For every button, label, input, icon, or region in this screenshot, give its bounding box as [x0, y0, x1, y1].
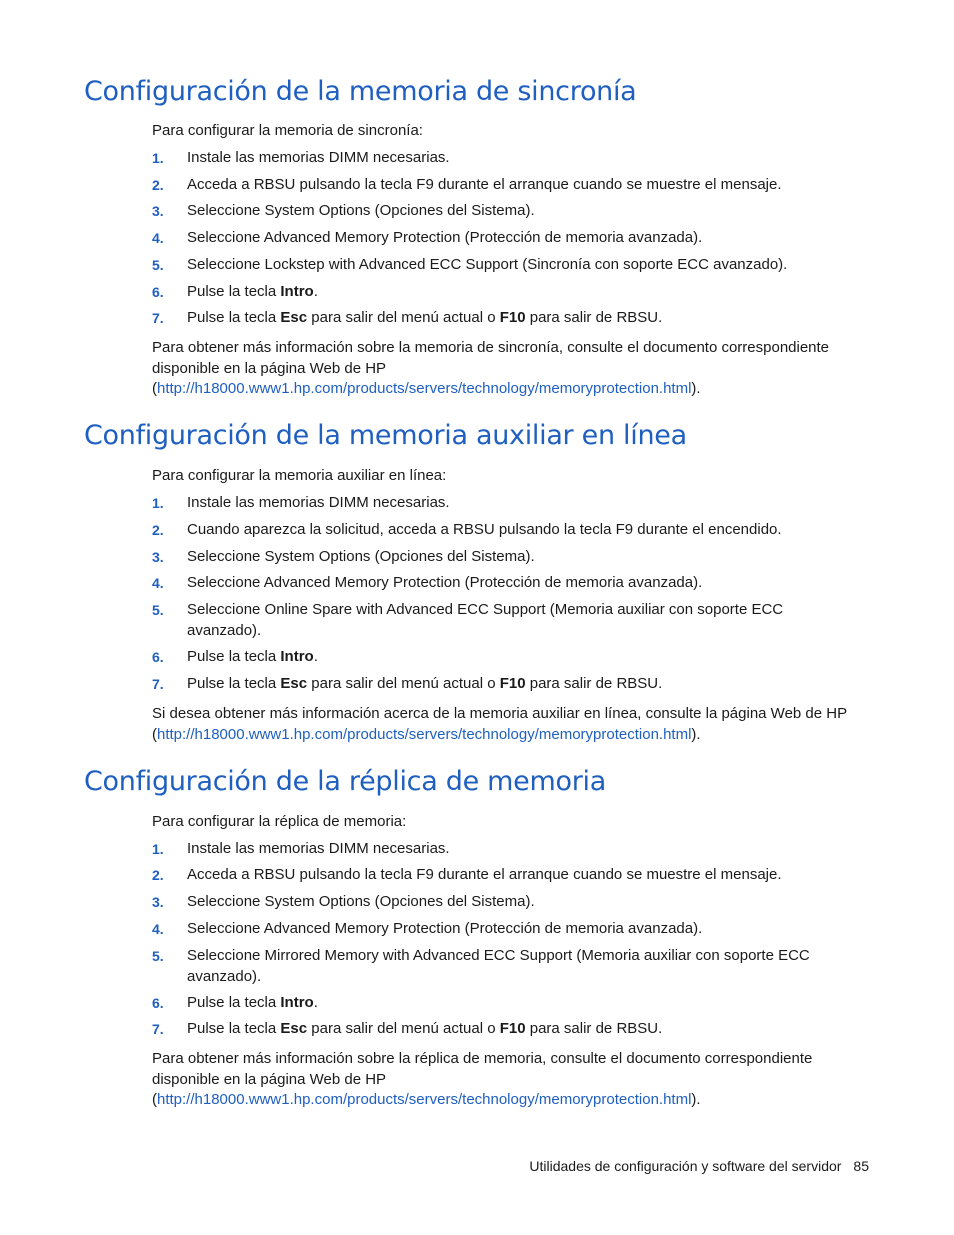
key-name: Esc: [280, 309, 308, 326]
key-name: Intro: [280, 994, 314, 1011]
section-outro: Para obtener más información sobre la memoria de sincronía, consulte el documento correspondiente disponible en la página Web de HP (http://h18000.www1.hp.com/products/servers/technology/memoryprotection.html).: [152, 339, 830, 397]
step-text: Seleccione Online Spare with Advanced ECC Support (Memoria auxiliar con soporte ECC avanzado).: [187, 601, 784, 639]
section-intro: Para configurar la memoria auxiliar en línea:: [152, 467, 447, 484]
key-name: F10: [499, 675, 526, 692]
key-name: F10: [499, 1020, 526, 1037]
section-intro: Para configurar la réplica de memoria:: [152, 813, 407, 830]
step-number: 3.: [152, 894, 164, 910]
step-text: Pulse la tecla Esc para salir del menú actual o F10 para salir de RBSU.: [187, 675, 663, 692]
step-number: 1.: [152, 495, 164, 511]
step-text: Seleccione Mirrored Memory with Advanced ECC Support (Memoria auxiliar con soporte ECC avanzado).: [187, 947, 810, 985]
step-number: 2.: [152, 177, 164, 193]
step-text: Instale las memorias DIMM necesarias.: [187, 494, 450, 511]
section-heading: Configuración de la memoria auxiliar en línea: [84, 420, 687, 451]
section-outro: Para obtener más información sobre la réplica de memoria, consulte el documento correspondiente disponible en la página Web de HP (http://h18000.www1.hp.com/products/servers/technology/memoryprotection.html).: [152, 1050, 813, 1108]
step-number: 6.: [152, 649, 164, 665]
step-text: Seleccione Advanced Memory Protection (Protección de memoria avanzada).: [187, 229, 703, 246]
page-footer: [0, 1158, 869, 1174]
hp-memory-protection-link[interactable]: http://h18000.www1.hp.com/products/servers/technology/memoryprotection.html: [157, 725, 692, 743]
step-text: Pulse la tecla Intro.: [187, 283, 318, 300]
step-number: 2.: [152, 867, 164, 883]
step-text: Pulse la tecla Intro.: [187, 648, 318, 665]
step-number: 5.: [152, 948, 164, 964]
step-number: 3.: [152, 203, 164, 219]
step-number: 7.: [152, 1021, 164, 1037]
hp-memory-protection-link[interactable]: http://h18000.www1.hp.com/products/servers/technology/memoryprotection.html: [157, 1091, 692, 1108]
step-text: Pulse la tecla Esc para salir del menú actual o F10 para salir de RBSU.: [187, 309, 663, 326]
step-number: 6.: [152, 995, 164, 1011]
key-name: Esc: [280, 1020, 308, 1037]
step-number: 4.: [152, 230, 164, 246]
step-text: Seleccione System Options (Opciones del Sistema).: [187, 202, 535, 219]
step-text: Instale las memorias DIMM necesarias.: [187, 840, 450, 857]
key-name: Intro: [280, 648, 314, 665]
key-name: F10: [499, 309, 526, 326]
step-text: Pulse la tecla Intro.: [187, 994, 318, 1011]
step-number: 5.: [152, 602, 164, 618]
hp-memory-protection-link[interactable]: http://h18000.www1.hp.com/products/servers/technology/memoryprotection.html: [157, 380, 692, 397]
step-number: 7.: [152, 310, 164, 326]
step-number: 3.: [152, 549, 164, 565]
footer-title: Utilidades de configuración y software del servidor: [529, 1158, 842, 1174]
step-text: Seleccione Advanced Memory Protection (Protección de memoria avanzada).: [187, 574, 703, 591]
step-number: 4.: [152, 575, 164, 591]
key-name: Esc: [280, 675, 308, 692]
step-text: Seleccione System Options (Opciones del Sistema).: [187, 548, 535, 565]
step-text: Pulse la tecla Esc para salir del menú actual o F10 para salir de RBSU.: [187, 1020, 663, 1037]
step-number: 1.: [152, 150, 164, 166]
step-text: Acceda a RBSU pulsando la tecla F9 durante el arranque cuando se muestre el mensaje.: [187, 176, 782, 193]
section-heading: Configuración de la memoria de sincronía: [84, 76, 637, 107]
step-text: Acceda a RBSU pulsando la tecla F9 durante el arranque cuando se muestre el mensaje.: [187, 866, 782, 883]
step-number: 5.: [152, 257, 164, 273]
step-number: 6.: [152, 284, 164, 300]
step-number: 7.: [152, 676, 164, 692]
step-text: Seleccione Advanced Memory Protection (Protección de memoria avanzada).: [187, 920, 703, 937]
section-heading: Configuración de la réplica de memoria: [84, 766, 606, 797]
step-text: Seleccione System Options (Opciones del Sistema).: [187, 893, 535, 910]
step-number: 1.: [152, 841, 164, 857]
step-text: Instale las memorias DIMM necesarias.: [187, 149, 450, 166]
step-text: Cuando aparezca la solicitud, acceda a RBSU pulsando la tecla F9 durante el encendido.: [187, 521, 782, 538]
section-intro: Para configurar la memoria de sincronía:: [152, 122, 423, 139]
step-number: 2.: [152, 522, 164, 538]
step-number: 4.: [152, 921, 164, 937]
page-number: 85: [853, 1158, 869, 1174]
step-text: Seleccione Lockstep with Advanced ECC Support (Sincronía con soporte ECC avanzado).: [187, 256, 788, 273]
key-name: Intro: [280, 283, 314, 300]
section-outro: Si desea obtener más información acerca de la memoria auxiliar en línea, consulte la página Web de HP (http://h18000.www1.hp.com/products/servers/technology/memoryprotection.html).: [152, 705, 847, 743]
